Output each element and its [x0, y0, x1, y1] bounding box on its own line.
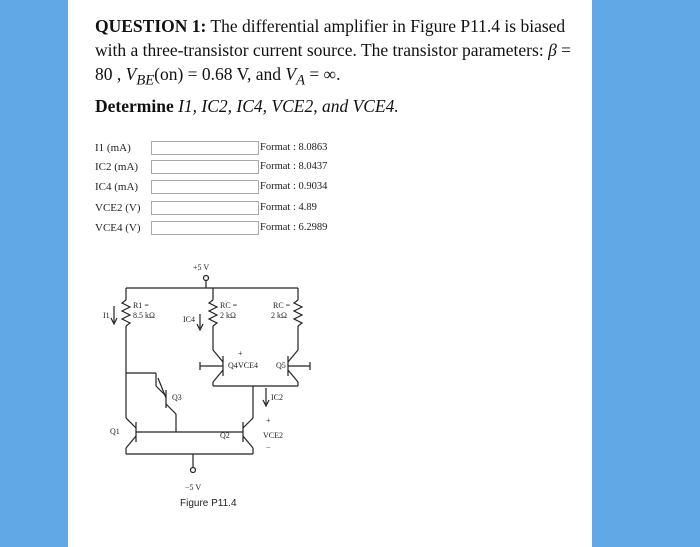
answer-format-vce4: Format : 6.2989: [260, 222, 328, 233]
q5-label: Q5: [276, 361, 286, 370]
answer-label-ic4: IC4 (mA): [95, 181, 139, 193]
vce2-label: VCE2: [263, 431, 283, 440]
circuit-figure: [88, 258, 338, 493]
answer-format-i1: Format : 8.0863: [260, 142, 328, 153]
q1-collector: [126, 418, 136, 428]
answer-format-vce2: Format : 4.89: [260, 202, 317, 213]
vce4-plus: +: [238, 349, 243, 358]
question-card: [68, 0, 592, 547]
i1-label: I1: [103, 311, 110, 320]
answer-label-vce4: VCE4 (V): [95, 222, 141, 234]
answer-input-vce4[interactable]: [151, 221, 259, 235]
va-sub: A: [296, 72, 305, 89]
answer-label-ic2: IC2 (mA): [95, 161, 139, 173]
q4-collector: [213, 350, 223, 362]
rc-right-label: RC =: [273, 301, 291, 310]
ic4-label: IC4: [183, 315, 195, 324]
determine-line: [95, 96, 399, 117]
vplus-terminal: [204, 276, 209, 281]
answer-format-ic2: Format : 8.0437: [260, 161, 328, 172]
q2-label: Q2: [220, 431, 230, 440]
question-body-2: = 80 ,: [95, 40, 572, 84]
determine-label: Determine: [95, 96, 174, 116]
figure-caption: Figure P11.4: [180, 498, 237, 509]
vminus-label: −5 V: [185, 483, 202, 492]
answer-input-vce2[interactable]: [151, 201, 259, 215]
r1-resistor: [122, 300, 130, 326]
vbe-label: V: [125, 64, 137, 84]
vbe-sub: BE: [136, 72, 155, 89]
q3-label: Q3: [172, 393, 182, 402]
vce4-label: VCE4: [238, 361, 258, 370]
ic2-label: IC2: [271, 393, 283, 402]
vce2-minus: −: [266, 443, 271, 452]
rc-left-resistor: [209, 300, 217, 326]
q1-label: Q1: [110, 427, 120, 436]
vplus-label: +5 V: [193, 263, 210, 272]
rc-right-value: 2 kΩ: [271, 311, 287, 320]
answer-input-ic4[interactable]: [151, 180, 259, 194]
answer-input-i1[interactable]: [151, 141, 259, 155]
q2-collector: [243, 418, 253, 428]
question-body-1: The differential amplifier in Figure P11.4 is biased with a three-transistor current source. The transistor parameters:: [95, 16, 566, 60]
vminus-terminal: [191, 468, 196, 473]
vce2-plus: +: [266, 416, 271, 425]
r1-label: R1 =: [133, 301, 149, 310]
question-body-3: (on) = 0.68 V, and: [154, 64, 286, 84]
answer-label-i1: I1 (mA): [95, 142, 131, 154]
q5-collector: [288, 350, 298, 362]
question-text: [95, 14, 585, 93]
answer-input-ic2[interactable]: [151, 160, 259, 174]
beta-symbol: β: [548, 40, 557, 60]
determine-targets: I1, IC2, IC4, VCE2, and VCE4.: [178, 96, 399, 116]
question-heading: QUESTION 1:: [95, 16, 207, 36]
answer-format-ic4: Format : 0.9034: [260, 181, 328, 192]
va-label: V: [285, 64, 297, 84]
answer-label-vce2: VCE2 (V): [95, 202, 141, 214]
rc-right-resistor: [294, 300, 302, 326]
rc-left-label: RC =: [220, 301, 238, 310]
rc-left-value: 2 kΩ: [220, 311, 236, 320]
q4-label: Q4: [228, 361, 238, 370]
r1-value: 8.5 kΩ: [133, 311, 155, 320]
question-body-4: = ∞.: [304, 64, 341, 84]
